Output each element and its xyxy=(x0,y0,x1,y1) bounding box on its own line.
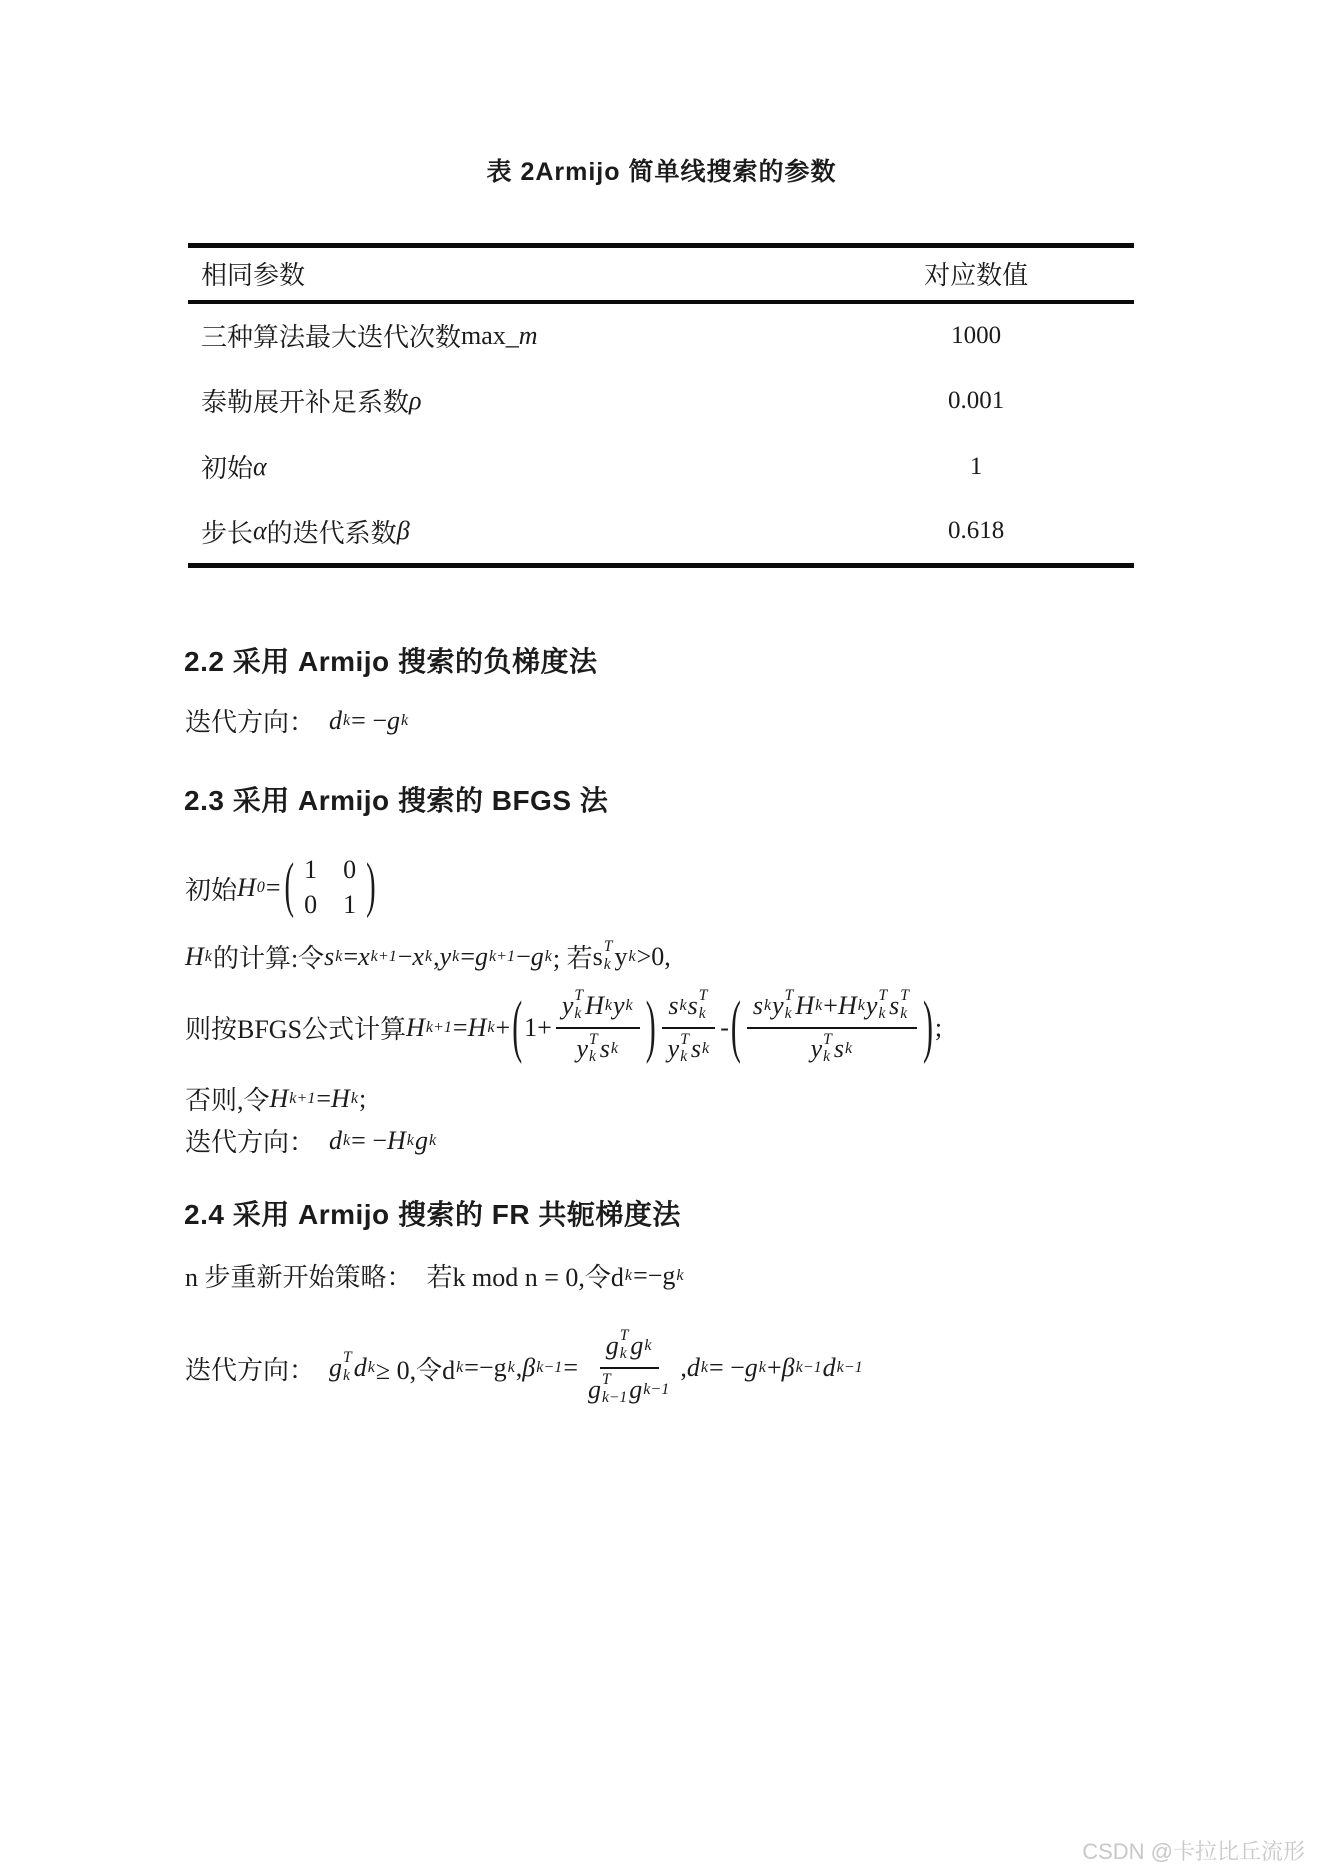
formula-restart-condition: 若k mod n = 0,令d k =−g k xyxy=(426,1260,684,1292)
formula-negative-gradient: d k = − g k xyxy=(329,705,409,735)
formula-sk-yk-definition: H k 的计算:令 s k = x k+1 − x k , y k = g k+1 − g k ; 若 s T k y k >0, xyxy=(185,937,671,973)
csdn-watermark: CSDN @卡拉比丘流形 xyxy=(1082,1839,1305,1864)
line-n-step-restart xyxy=(185,1257,685,1294)
table-row xyxy=(188,434,1134,500)
formula-bfgs-update: 则按BFGS公式计算 H k+1 = H k + ( 1+ y T k H k y k y T k s k ) s k s T k y T k s k - ( s k y T k H k + H k y T k s T k y T k s k ) ; xyxy=(185,986,943,1066)
table-row xyxy=(188,500,1134,566)
line-iteration-direction-2-2 xyxy=(185,702,409,739)
formula-fr-conjugate-gradient: g T k d k ≥ 0,令d k =−g k , β k−1 = g T k g k g T k−1 g k−1 , d k = − g k + β k−1 d k−1 xyxy=(329,1327,863,1407)
line-iteration-direction-2-3 xyxy=(185,1122,437,1159)
iteration-direction-label: 迭代方向： xyxy=(185,1128,316,1157)
line-else-case xyxy=(185,1080,366,1117)
restart-strategy-label: n 步重新开始策略： xyxy=(185,1263,413,1292)
line-hk-computation xyxy=(185,938,671,975)
line-iteration-direction-2-4 xyxy=(185,1318,864,1418)
table-header-row xyxy=(188,246,1134,302)
table-row xyxy=(188,368,1134,434)
param-label: 初始 α xyxy=(201,451,267,483)
iteration-direction-label: 迭代方向： xyxy=(185,1355,316,1385)
parameters-table xyxy=(188,243,1134,568)
param-value: 1000 xyxy=(951,321,1002,349)
formula-bfgs-direction: d k = − H k g k xyxy=(329,1125,437,1155)
col-header-value: 对应数值 xyxy=(924,261,1029,291)
param-value: 1 xyxy=(969,452,983,480)
line-initial-hessian xyxy=(185,843,376,933)
formula-else-hk: 否则,令 H k+1 = H k ; xyxy=(185,1083,367,1115)
section-heading-2-4: 2.4 采用 Armijo 搜索的 FR 共轭梯度法 xyxy=(184,1199,681,1230)
param-label: 三种算法最大迭代次数 max_ m xyxy=(201,320,538,352)
param-value: 0.618 xyxy=(947,517,1005,545)
col-header-parameter: 相同参数 xyxy=(201,261,306,291)
param-value: 0.001 xyxy=(947,386,1005,414)
param-label: 泰勒展开补足系数 ρ xyxy=(201,385,422,417)
section-heading-2-3: 2.3 采用 Armijo 搜索的 BFGS 法 xyxy=(184,785,609,816)
formula-initial-h0-matrix: 初始 H 0 = ( 1 0 0 1 ) xyxy=(185,853,376,921)
section-heading-2-2: 2.2 采用 Armijo 搜索的负梯度法 xyxy=(184,646,598,677)
param-label: 步长 α 的迭代系数 β xyxy=(201,516,410,548)
iteration-direction-label: 迭代方向： xyxy=(185,708,316,737)
line-bfgs-update xyxy=(185,980,942,1075)
table-caption: 表 2Armijo 简单线搜索的参数 xyxy=(486,158,837,186)
table-row xyxy=(188,302,1134,368)
